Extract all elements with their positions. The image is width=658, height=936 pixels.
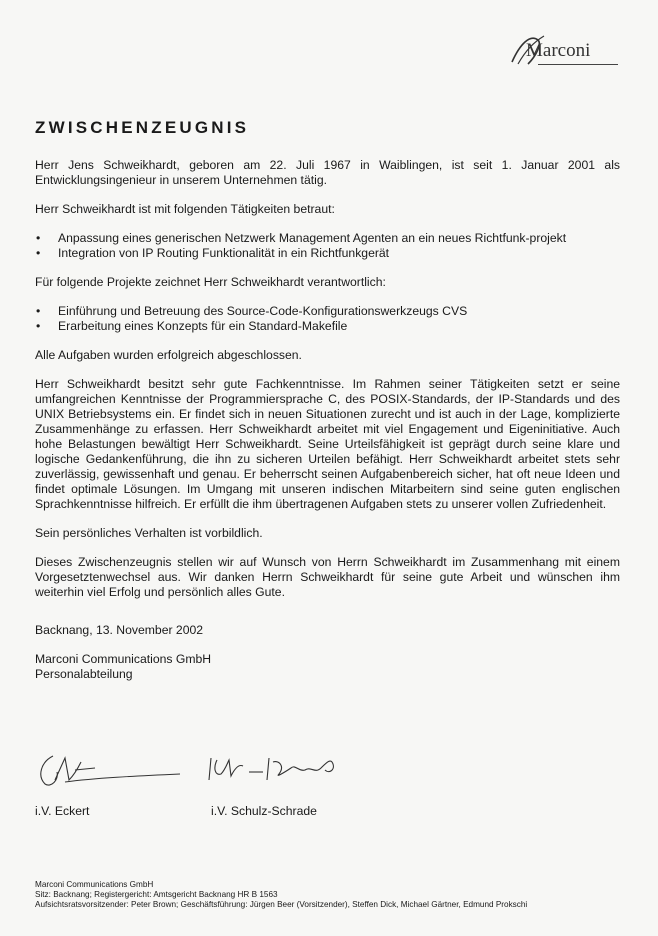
projects-list (35, 304, 620, 334)
tasks-intro: Herr Schweikhardt ist mit folgenden Tätigkeiten betraut: (35, 202, 335, 216)
marconi-logo (508, 30, 618, 70)
date-line: Backnang, 13. November 2002 (35, 623, 204, 637)
list-item: • Anpassung eines generischen Netzwerk Management Agenten an ein neues Richtfunk-projekt (35, 231, 620, 246)
projects-intro: Für folgende Projekte zeichnet Herr Schweikhardt verantwortlich: (35, 275, 386, 289)
footer-registry: Sitz: Backnang; Registergericht: Amtsgericht Backnang HR B 1563 (35, 890, 278, 899)
footer (35, 880, 635, 910)
document-title: ZWISCHENZEUGNIS (35, 118, 250, 137)
logo-text: Marconi (526, 40, 591, 61)
signature-area (35, 750, 620, 820)
intro-paragraph: Herr Jens Schweikhardt, geboren am 22. Juli 1967 in Waiblingen, ist seit 1. Januar 2001 als Entwicklungsingenieur in unserem Unternehmen tätig. (35, 158, 620, 187)
footer-board: Aufsichtsratsvorsitzender: Peter Brown; Geschäftsführung: Jürgen Beer (Vorsitzender), Steffen Dick, Michael Gärtner, Edmund Prokschi (35, 900, 528, 909)
tasks-list (35, 231, 620, 261)
signatory-left: i.V. Eckert (35, 804, 90, 818)
footer-company: Marconi Communications GmbH (35, 880, 154, 889)
letter-body (35, 120, 620, 682)
assessment-paragraph: Herr Schweikhardt besitzt sehr gute Fachkenntnisse. Im Rahmen seiner Tätigkeiten setzt er seine umfangreichen Kenntnisse der Programmiersprache C, des POSIX-Standards, der IP-Standards und des UNIX Betriebsystems ein. Er findet sich in neuen Situationen zurecht und ist auch in der Lage, komplizierte Zusammenhänge zu erfassen. Herr Schweikhardt arbeitet mit viel Engagement und Eigeninitiative. Auch hohe Belastungen bewältigt Herr Schweikhardt. Seine Urteilsfähigkeit ist geprägt durch seine klare und logische Gedankenführung, die ihn zu sicheren Urteilen befähigt. Herr Schweikhardt arbeitet stets sehr zuverlässig, gewissenhaft und genau. Er beherrscht seinen Aufgabenbereich sicher, hat oft neue Ideen und findet optimale Lösungen. Im Umgang mit unseren indischen Mitarbeitern sind seine guten englischen Sprachkenntnisse hilfreich. Er erfüllt die ihm übertragenen Aufgaben stets zu unserer vollen Zufriedenheit. (35, 377, 620, 511)
completed-paragraph: Alle Aufgaben wurden erfolgreich abgeschlossen. (35, 348, 302, 362)
company-name: Marconi Communications GmbH (35, 652, 212, 666)
signatory-right: i.V. Schulz-Schrade (211, 804, 317, 818)
closing-paragraph: Dieses Zwischenzeugnis stellen wir auf Wunsch von Herrn Schweikhardt im Zusammenhang mit einem Vorgesetztenwechsel aus. Wir danken Herrn Schweikhardt für seine gute Arbeit und wünschen ihm weiterhin viel Erfolg und persönlich alles Gute. (35, 555, 620, 599)
signature-right-icon (205, 750, 355, 790)
list-item: • Integration von IP Routing Funktionalität in ein Richtfunkgerät (35, 246, 620, 261)
signature-left-icon (35, 750, 185, 800)
logo-underline (538, 64, 618, 65)
list-item: • Einführung und Betreuung des Source-Code-Konfigurationswerkzeugs CVS (35, 304, 620, 319)
department-name: Personalabteilung (35, 667, 133, 681)
list-item: • Erarbeitung eines Konzepts für ein Standard-Makefile (35, 319, 620, 334)
behavior-paragraph: Sein persönliches Verhalten ist vorbildlich. (35, 526, 263, 540)
